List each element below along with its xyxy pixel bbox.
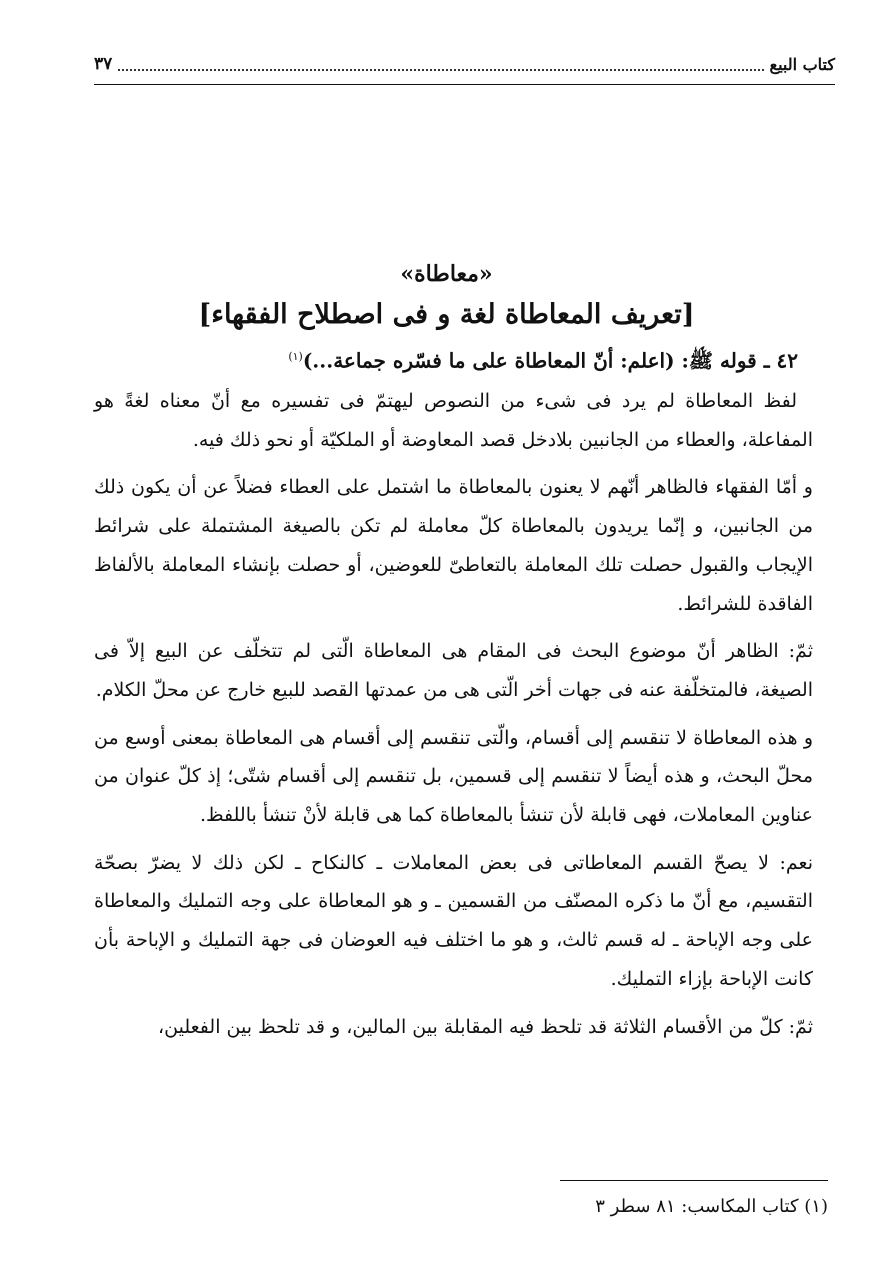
- section-heading: [تعريف المعاطاة لغة و فى اصطلاح الفقهاء]: [198, 299, 695, 330]
- page-number: ٣٧: [94, 54, 113, 74]
- footnote: (١) كتاب المكاسب: ٨١ سطر ٣: [595, 1196, 828, 1217]
- footnote-marker: (١): [288, 350, 303, 363]
- leader-dots: [118, 57, 763, 71]
- paragraph: و هذه المعاطاة لا تنقسم إلى أقسام، والّتى تنقسم إلى أقسام هى المعاطاة بمعنى أوسع من محلّ البحث، و هذه أيضاً لا تنقسم إلى قسمين، بل تنقسم إلى أقسام شتّى؛ إذ كلّ عنوان من عناوين المعاملات، فهى قابلة لأن تنشأ بالمعاطاة كما هى قابلة لأنْ تنشأ باللفظ.: [94, 726, 813, 827]
- footnote-divider: [560, 1180, 828, 1181]
- running-header: [94, 44, 835, 85]
- section-headings: [90, 255, 803, 337]
- running-head-title: كتاب البيع: [769, 54, 835, 74]
- body-text: [94, 382, 813, 1055]
- paragraph: ثمّ: كلّ من الأقسام الثلاثة قد تلحظ فيه المقابلة بين المالين، و قد تلحظ بين الفعلين،: [158, 1015, 813, 1038]
- paragraph: ثمّ: الظاهر أنّ موضوع البحث فى المقام هى المعاطاة الّتى لم تتخلّف عن البيع إلاّ فى الصيغة، فالمتخلّفة عنه فى جهات أخر الّتى هى من عمدتها القصد للبيع خارج عن محلّ الكلام.: [94, 640, 813, 701]
- section-title: «معاطاة»: [400, 261, 493, 287]
- paragraph: لفظ المعاطاة لم يرد فى شىء من النصوص ليهتمّ فى تفسيره مع أنّ معناه لغةً هو المفاعلة، والعطاء من الجانبين بلادخل قصد المعاوضة أو الملكيّة أو نحو ذلك فيه.: [94, 390, 813, 451]
- quoted-lemma: [60, 340, 798, 378]
- lemma-text: ٤٢ ـ قوله ﷺ: (اعلم: أنّ المعاطاة على ما فسّره جماعة...): [302, 348, 798, 373]
- paragraph: و أمّا الفقهاء فالظاهر أنّهم لا يعنون بالمعاطاة ما اشتمل على العطاء فضلاً عن أن يكون ذلك من الجانبين، و إنّما يريدون بالمعاطاة كلّ معاملة لم تكن بالصيغة المشتملة على شرائط الإيجاب والقبول حصلت تلك المعاملة بالتعاطىّ للعوضين، أو حصلت بإنشاء المعاملة بالألفاظ الفاقدة للشرائط.: [94, 476, 813, 615]
- paragraph: نعم: لا يصحّ القسم المعاطاتى فى بعض المعاملات ـ كالنكاح ـ لكن ذلك لا يضرّ بصحّة التقسيم، مع أنّ ما ذكره المصنّف من القسمين ـ و هو المعاطاة على وجه التمليك والمعاطاة على وجه الإباحة ـ له قسم ثالث، و هو ما اختلف فيه العوضان فى جهة التمليك و الإباحة بأن كانت الإباحة بإزاء التمليك.: [94, 851, 813, 990]
